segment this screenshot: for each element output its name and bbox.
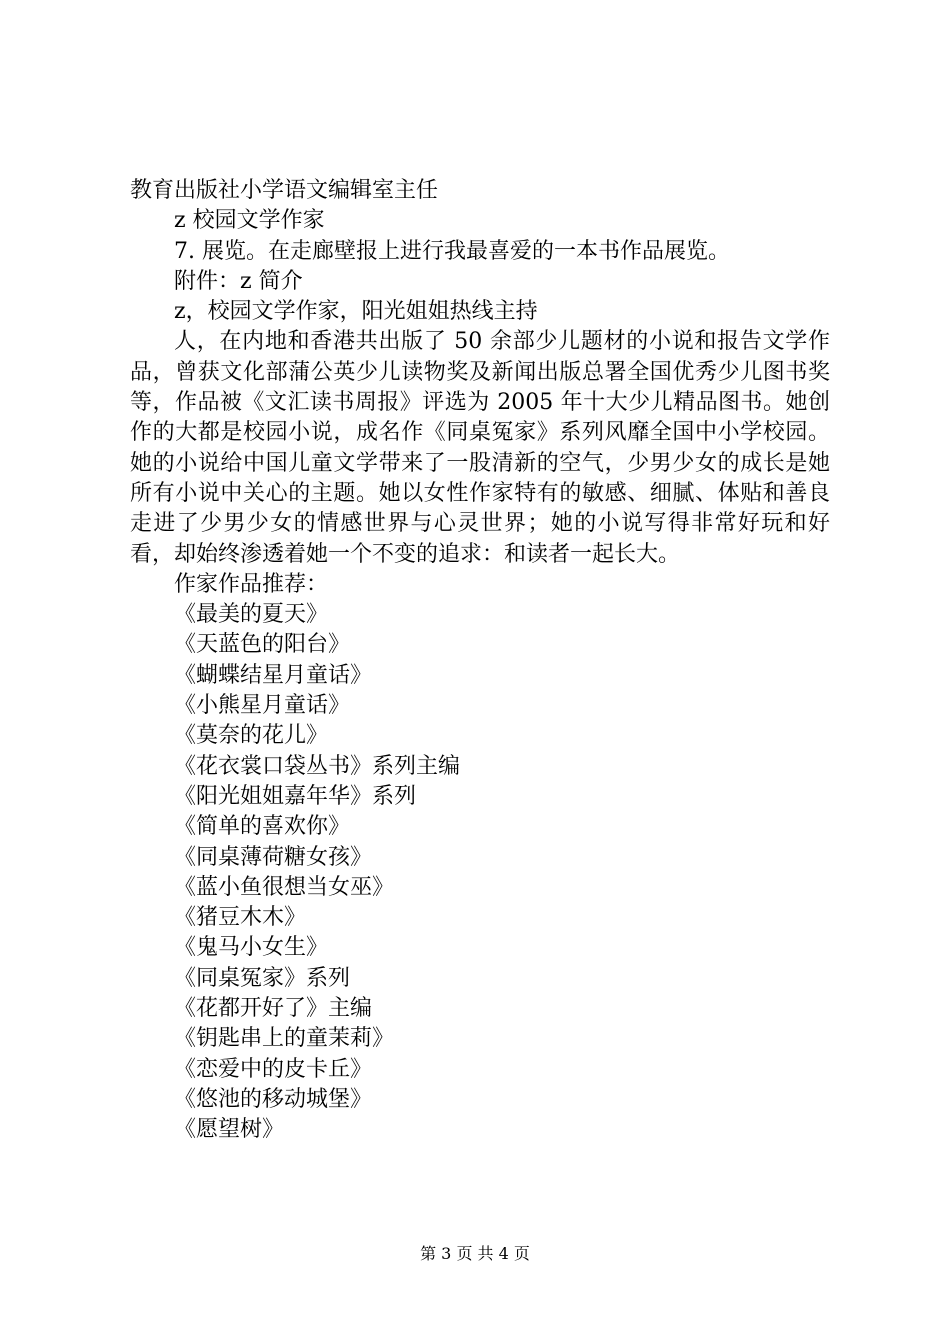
list-item: 《阳光姐姐嘉年华》系列 [174,783,417,809]
list-item: 《钥匙串上的童茉莉》 [174,1026,395,1052]
author-bio-paragraph: 人，在内地和香港共出版了 50 余部少儿题材的小说和报告文学作品，曾获文化部蒲公英少儿读物奖及新闻出版总署全国优秀少儿图书奖等，作品被《文汇读书周报》评选为 2005 年十大少儿精品图书。她创作的大都是校园小说，成名作《同桌冤家》系列风靡全国中小学校园。她的小说给中国儿童文学带来了一股清新的空气，少男少女的成长是她所有小说中关心的主题。她以女性作家特有的敏感、细腻、体贴和善良走进了少男少女的情感世界与心灵世界；她的小说写得非常好玩和好看，却始终渗透着她一个不变的追求：和读者一起长大。 [130,329,830,567]
list-item: 《简单的喜欢你》 [174,814,351,840]
list-item: 《猪豆木木》 [174,905,307,931]
document-body [130,176,830,1146]
list-item: 《小熊星月童话》 [174,693,351,719]
text-line: z，校园文学作家，阳光姐姐热线主持 [174,299,538,325]
list-item: 《鬼马小女生》 [174,935,329,961]
list-item: 《同桌薄荷糖女孩》 [174,844,373,870]
list-item: 《蓝小鱼很想当女巫》 [174,874,395,900]
list-item: 《天蓝色的阳台》 [174,632,351,658]
list-item: 《恋爱中的皮卡丘》 [174,1056,373,1082]
list-item: 《莫奈的花儿》 [174,723,329,749]
works-list [130,600,830,1145]
text-line: 附件：z 简介 [174,268,303,294]
list-item: 《最美的夏天》 [174,602,329,628]
page-footer: 第 3 页 共 4 页 [420,1244,530,1263]
text-line: 7. 展览。在走廊壁报上进行我最喜爱的一本书作品展览。 [174,238,730,264]
list-item: 《愿望树》 [174,1117,285,1143]
list-item: 《花都开好了》主编 [174,996,373,1022]
works-heading: 作家作品推荐： [174,571,329,597]
list-item: 《同桌冤家》系列 [174,965,351,991]
text-line: z 校园文学作家 [174,208,325,234]
list-item: 《花衣裳口袋丛书》系列主编 [174,753,461,779]
list-item: 《悠池的移动城堡》 [174,1086,373,1112]
list-item: 《蝴蝶结星月童话》 [174,662,373,688]
text-line: 教育出版社小学语文编辑室主任 [130,178,439,203]
